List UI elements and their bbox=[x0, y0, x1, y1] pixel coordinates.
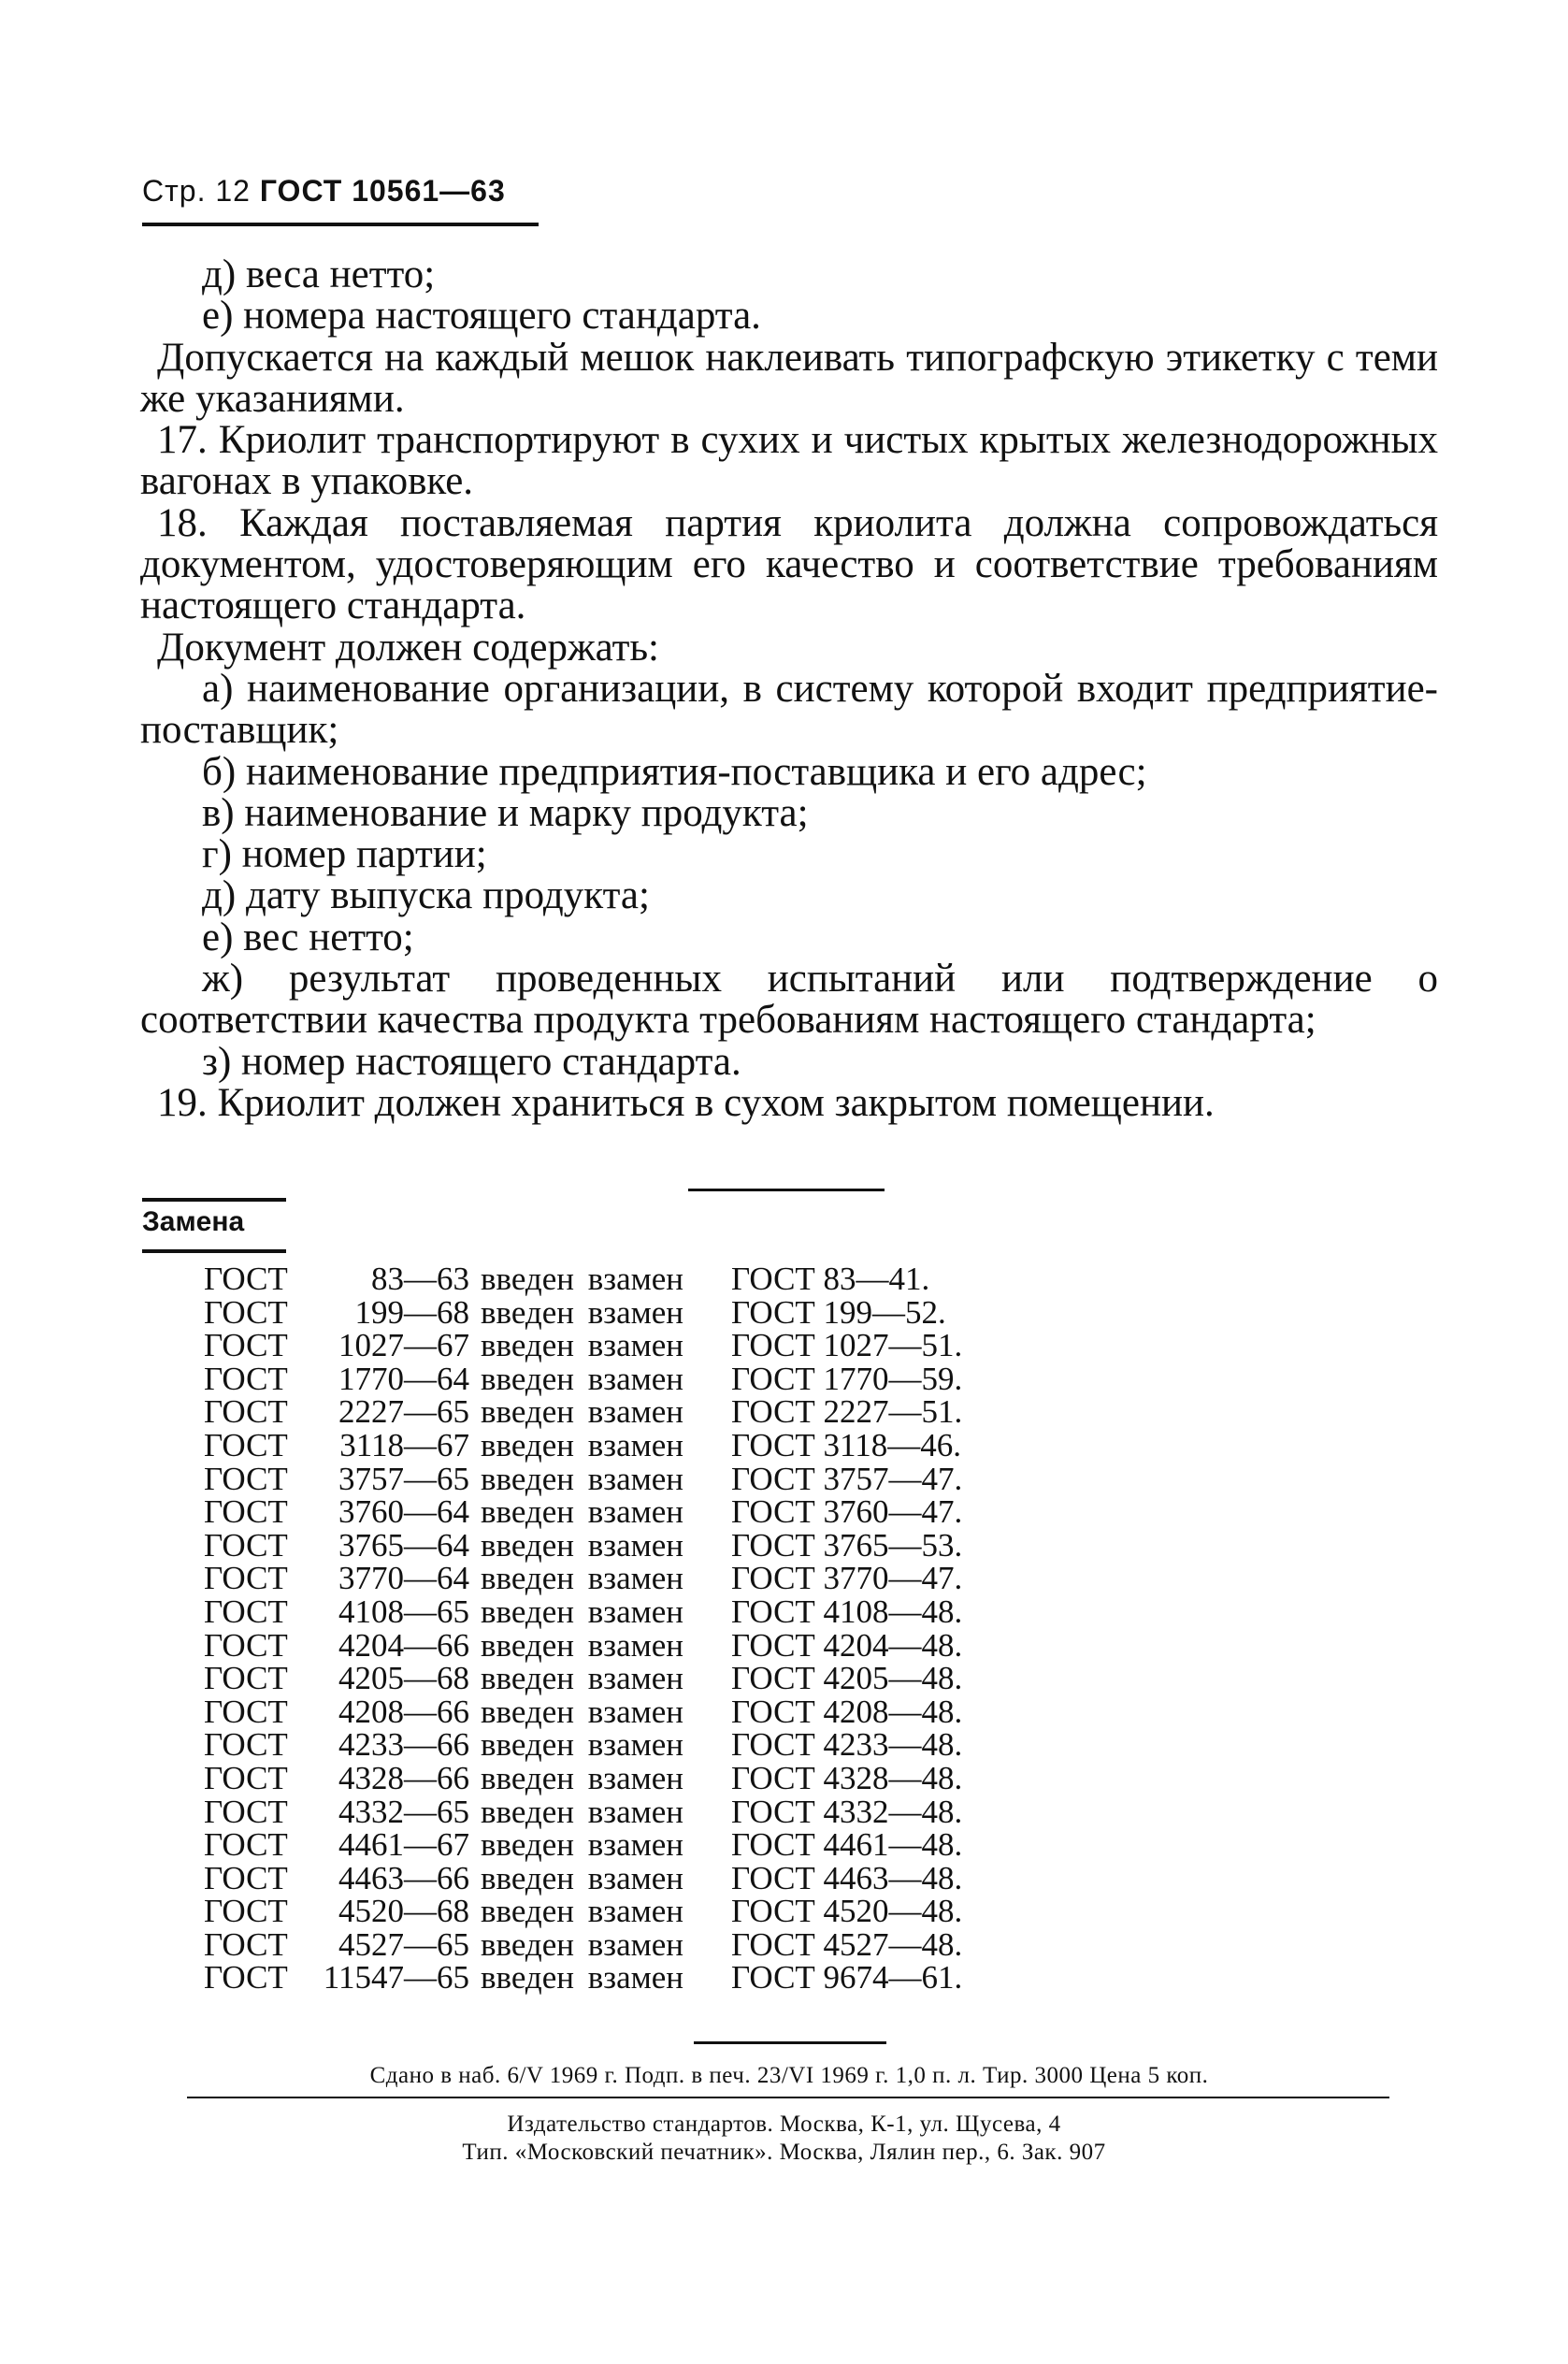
paragraph: з) номер настоящего стандарта. bbox=[202, 1039, 741, 1084]
replacement-phrase: введен взамен bbox=[481, 1626, 684, 1664]
paragraph: е) вес нетто; bbox=[202, 915, 414, 959]
gost-label: ГОСТ bbox=[204, 1460, 288, 1497]
replacement-phrase: введен взамен bbox=[481, 1693, 684, 1730]
paragraph: а) наименование организации, в систему которой входит предприятие-поставщик; bbox=[140, 666, 1438, 753]
table-row bbox=[204, 1595, 962, 1629]
imprint-line: Сдано в наб. 6/V 1969 г. Подп. в печ. 23/VI 1969 г. 1,0 п. л. Тир. 3000 Цена 5 коп. bbox=[369, 2063, 1209, 2088]
replaced-standard: ГОСТ 4328—48. bbox=[731, 1759, 963, 1796]
table-row bbox=[204, 1925, 963, 1963]
document-id: ГОСТ 10561—63 bbox=[259, 174, 506, 208]
gost-label: ГОСТ bbox=[204, 1327, 288, 1364]
standard-number: 3770—64 bbox=[338, 1560, 469, 1597]
table-row bbox=[204, 1662, 962, 1695]
replaced-standard: ГОСТ 4204—48. bbox=[731, 1626, 963, 1664]
section-divider bbox=[688, 1189, 885, 1191]
replaced-standard: ГОСТ 3757—47. bbox=[731, 1460, 963, 1497]
table-row bbox=[204, 1460, 963, 1497]
replacement-phrase: введен взамен bbox=[481, 1726, 684, 1764]
standard-number: 3118—67 bbox=[339, 1426, 469, 1463]
paragraph: 19. Криолит должен храниться в сухом закрытом помещении. bbox=[157, 1080, 1215, 1125]
gost-label: ГОСТ bbox=[204, 1593, 288, 1630]
gost-label: ГОСТ bbox=[204, 1726, 288, 1764]
gost-label: ГОСТ bbox=[204, 1526, 288, 1564]
replacement-rule-top bbox=[142, 1198, 286, 1202]
table-row bbox=[204, 1626, 963, 1664]
replacement-title: Замена bbox=[142, 1206, 245, 1237]
standard-number: 1027—67 bbox=[338, 1327, 469, 1364]
standard-number: 4108—65 bbox=[338, 1593, 469, 1630]
replaced-standard: ГОСТ 1770—59. bbox=[731, 1360, 963, 1397]
gost-label: ГОСТ bbox=[204, 1693, 288, 1730]
standard-number: 199—68 bbox=[354, 1293, 469, 1331]
replacement-phrase: введен взамен bbox=[481, 1759, 684, 1796]
standard-number: 3765—64 bbox=[338, 1526, 469, 1564]
replaced-standard: ГОСТ 1027—51. bbox=[731, 1327, 963, 1364]
replacement-phrase: введен взамен bbox=[481, 1593, 684, 1630]
table-row bbox=[204, 1728, 962, 1762]
standard-number: 4233—66 bbox=[338, 1726, 469, 1764]
table-row bbox=[204, 1695, 962, 1729]
replacement-phrase: введен взамен bbox=[481, 1526, 684, 1564]
replacement-phrase: введен взамен bbox=[481, 1859, 684, 1896]
replacement-table bbox=[204, 1262, 962, 1995]
printer-line: Тип. «Московский печатник». Москва, Лялин пер., 6. Зак. 907 bbox=[462, 2140, 1106, 2165]
replacement-phrase: введен взамен bbox=[481, 1261, 684, 1297]
table-row bbox=[204, 1859, 963, 1896]
imprint-rule bbox=[187, 2097, 1389, 2098]
main-text bbox=[140, 252, 1438, 1125]
standard-number: 4332—65 bbox=[338, 1793, 469, 1830]
replaced-standard: ГОСТ 3770—47. bbox=[731, 1560, 963, 1597]
replacement-phrase: введен взамен bbox=[481, 1460, 684, 1497]
replaced-standard: ГОСТ 199—52. bbox=[731, 1293, 946, 1331]
replacement-phrase: введен взамен bbox=[481, 1826, 684, 1864]
table-row bbox=[204, 1426, 962, 1463]
paragraph: д) дату выпуска продукта; bbox=[202, 873, 650, 918]
paragraph: е) номера настоящего стандарта. bbox=[202, 294, 761, 339]
paragraph: 17. Криолит транспортируют в сухих и чистых крытых железнодорожных вагонах в упаковке. bbox=[140, 418, 1438, 504]
replacement-phrase: введен взамен bbox=[481, 1426, 684, 1463]
gost-label: ГОСТ bbox=[204, 1360, 288, 1397]
paragraph: в) наименование и марку продукта; bbox=[202, 790, 809, 835]
replaced-standard: ГОСТ 4527—48. bbox=[731, 1925, 963, 1963]
replaced-standard: ГОСТ 4332—48. bbox=[731, 1793, 963, 1830]
table-row bbox=[204, 1828, 962, 1862]
gost-label: ГОСТ bbox=[204, 1660, 288, 1697]
replacement-phrase: введен взамен bbox=[481, 1360, 684, 1397]
gost-label: ГОСТ bbox=[204, 1560, 288, 1597]
standard-number: 4463—66 bbox=[338, 1859, 469, 1896]
gost-label: ГОСТ bbox=[204, 1959, 288, 1996]
standard-number: 2227—65 bbox=[338, 1393, 469, 1431]
standard-number: 4527—65 bbox=[338, 1925, 469, 1963]
gost-label: ГОСТ bbox=[204, 1393, 288, 1431]
paragraph: Допускается на каждый мешок наклеивать типографскую этикетку с теми же указаниями. bbox=[140, 335, 1438, 421]
page-number: Стр. 12 bbox=[142, 174, 251, 208]
replaced-standard: ГОСТ 4205—48. bbox=[731, 1660, 963, 1697]
replacement-phrase: введен взамен bbox=[481, 1959, 684, 1996]
gost-label: ГОСТ bbox=[204, 1493, 288, 1531]
replaced-standard: ГОСТ 83—41. bbox=[731, 1261, 930, 1297]
table-row bbox=[204, 1895, 962, 1928]
table-row bbox=[204, 1961, 962, 1995]
table-row bbox=[204, 1329, 962, 1362]
replacement-phrase: введен взамен bbox=[481, 1327, 684, 1364]
replacement-rule-bottom bbox=[142, 1249, 286, 1253]
paragraph: г) номер партии; bbox=[202, 832, 487, 877]
standard-number: 11547—65 bbox=[323, 1959, 469, 1996]
gost-label: ГОСТ bbox=[204, 1293, 288, 1331]
replacement-phrase: введен взамен bbox=[481, 1660, 684, 1697]
gost-label: ГОСТ bbox=[204, 1626, 288, 1664]
standard-number: 3757—65 bbox=[338, 1460, 469, 1497]
paragraph: 18. Каждая поставляемая партия криолита должна сопровождаться документом, удостоверяющим его качество и соответствие требованиям настоящего стандарта. bbox=[140, 500, 1438, 628]
paragraph: б) наименование предприятия-поставщика и его адрес; bbox=[202, 749, 1147, 794]
replaced-standard: ГОСТ 4108—48. bbox=[731, 1593, 963, 1630]
paragraph: Документ должен содержать: bbox=[157, 625, 659, 670]
replacement-phrase: введен взамен bbox=[481, 1393, 684, 1431]
gost-label: ГОСТ bbox=[204, 1261, 288, 1297]
gost-label: ГОСТ bbox=[204, 1826, 288, 1864]
gost-label: ГОСТ bbox=[204, 1893, 288, 1930]
standard-number: 4520—68 bbox=[338, 1893, 469, 1930]
table-row bbox=[204, 1395, 962, 1429]
replaced-standard: ГОСТ 4463—48. bbox=[731, 1859, 963, 1896]
gost-label: ГОСТ bbox=[204, 1426, 288, 1463]
replacement-phrase: введен взамен bbox=[481, 1893, 684, 1930]
table-row bbox=[204, 1562, 962, 1595]
replacement-phrase: введен взамен bbox=[481, 1560, 684, 1597]
paragraph: д) веса нетто; bbox=[202, 252, 436, 296]
table-row bbox=[204, 1759, 963, 1796]
standard-number: 4205—68 bbox=[338, 1660, 469, 1697]
table-row bbox=[204, 1526, 963, 1564]
replaced-standard: ГОСТ 9674—61. bbox=[731, 1959, 963, 1996]
header-divider bbox=[142, 223, 539, 226]
table-row bbox=[204, 1495, 962, 1529]
table-row bbox=[204, 1795, 962, 1829]
replaced-standard: ГОСТ 4208—48. bbox=[731, 1693, 963, 1730]
replacement-phrase: введен взамен bbox=[481, 1493, 684, 1531]
replaced-standard: ГОСТ 4520—48. bbox=[731, 1893, 963, 1930]
standard-number: 3760—64 bbox=[338, 1493, 469, 1531]
table-row bbox=[204, 1293, 962, 1331]
replaced-standard: ГОСТ 3118—46. bbox=[731, 1426, 961, 1463]
gost-label: ГОСТ bbox=[204, 1859, 288, 1896]
standard-number: 83—63 bbox=[371, 1261, 469, 1297]
replacement-phrase: введен взамен bbox=[481, 1793, 684, 1830]
paragraph: ж) результат проведенных испытаний или подтверждение о соответствии качества продукта требованиям настоящего стандарта; bbox=[140, 957, 1438, 1043]
publisher-line: Издательство стандартов. Москва, К-1, ул. Щусева, 4 bbox=[507, 2112, 1061, 2137]
table-row bbox=[204, 1262, 962, 1296]
replaced-standard: ГОСТ 3765—53. bbox=[731, 1526, 963, 1564]
replaced-standard: ГОСТ 3760—47. bbox=[731, 1493, 963, 1531]
gost-label: ГОСТ bbox=[204, 1793, 288, 1830]
replaced-standard: ГОСТ 4461—48. bbox=[731, 1826, 963, 1864]
footer-divider bbox=[694, 2041, 886, 2044]
replacement-phrase: введен взамен bbox=[481, 1293, 684, 1331]
standard-number: 4328—66 bbox=[338, 1759, 469, 1796]
replaced-standard: ГОСТ 4233—48. bbox=[731, 1726, 963, 1764]
table-row bbox=[204, 1362, 962, 1396]
page-header bbox=[142, 174, 506, 209]
standard-number: 4204—66 bbox=[338, 1626, 469, 1664]
standard-number: 4208—66 bbox=[338, 1693, 469, 1730]
standard-number: 1770—64 bbox=[338, 1360, 469, 1397]
gost-label: ГОСТ bbox=[204, 1925, 288, 1963]
standard-number: 4461—67 bbox=[338, 1826, 469, 1864]
replaced-standard: ГОСТ 2227—51. bbox=[731, 1393, 963, 1431]
replacement-phrase: введен взамен bbox=[481, 1925, 684, 1963]
gost-label: ГОСТ bbox=[204, 1759, 288, 1796]
